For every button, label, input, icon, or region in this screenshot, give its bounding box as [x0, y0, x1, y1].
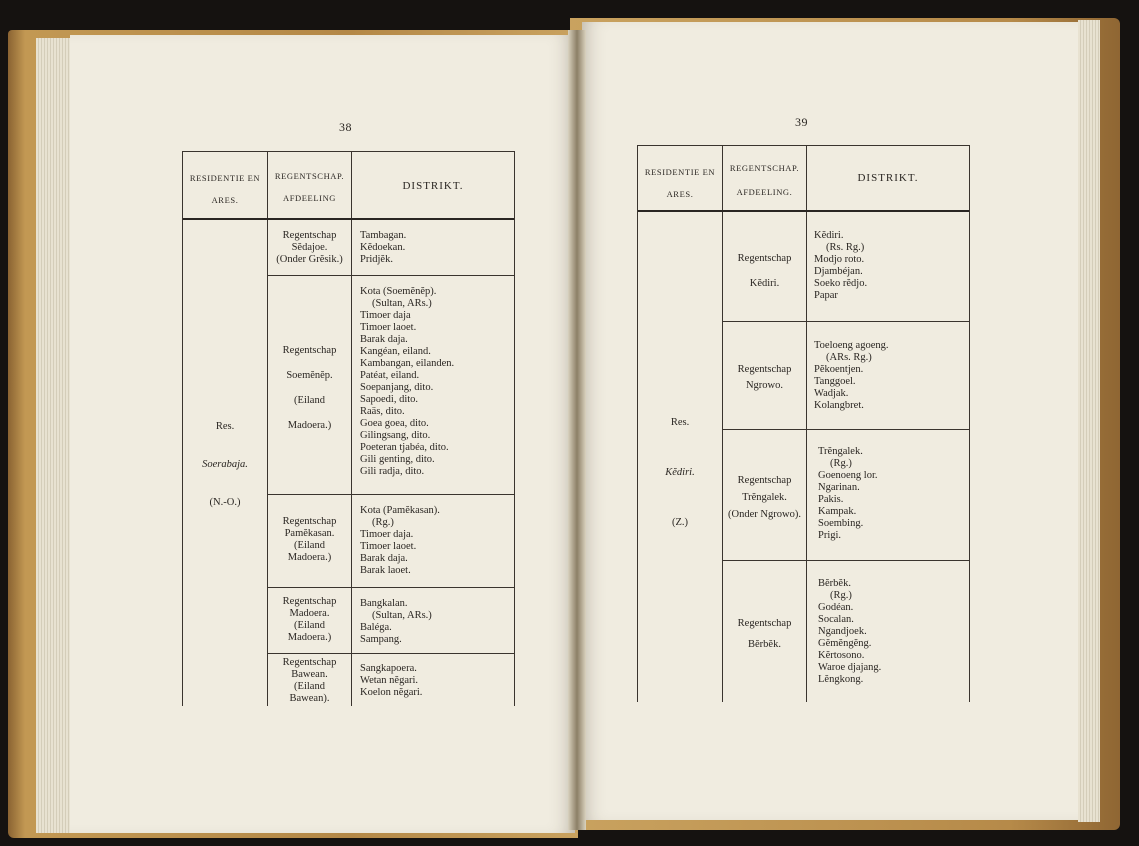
districts-sedajoe: Tambagan. Kĕdoekan. Pridjĕk.: [360, 230, 407, 265]
header-distrikt: DISTRIKT.: [857, 172, 919, 184]
regent-bawean: Regentschap Bawean. (Eiland Bawean).: [282, 657, 337, 704]
header-distrikt: DISTRIKT.: [402, 180, 464, 192]
regent-soemenep: Regentschap Soemĕnĕp. (Eiland Madoera.): [282, 345, 337, 431]
regent-madoera: Regentschap Madoera. (Eiland Madoera.): [282, 596, 337, 643]
header-residentie: RESIDENTIE EN ARES.: [189, 173, 261, 205]
residency-label: Res. Kĕdiri. (Z.): [665, 417, 695, 528]
residency-label: Res. Soerabaja. (N.-O.): [202, 421, 248, 508]
regent-ngrowo: Regentschap Ngrowo.: [737, 364, 792, 391]
right-table: [637, 145, 970, 702]
districts-ngrowo: Toeloeng agoeng. (ARs. Rg.) Pĕkoentjen. Tanggoel. Wadjak. Kolangbret.: [814, 340, 889, 411]
districts-berbek: Bĕrbĕk. (Rg.) Godéan. Socalan. Ngandjoek. Gĕmĕngĕng. Kĕrtosono. Waroe djajang. Lĕngkong.: [818, 578, 882, 685]
districts-pamekasan: Kota (Pamĕkasan). (Rg.) Timoer daja. Timoer laoet. Barak daja. Barak laoet.: [360, 505, 440, 576]
regent-berbek: Regentschap Bĕrbĕk.: [737, 618, 792, 650]
districts-madoera: Bangkalan. (Sultan, ARs.) Baléga. Sampang.: [360, 598, 432, 645]
regent-kediri: Regentschap Kĕdiri.: [737, 253, 792, 289]
header-residentie: RESIDENTIE EN ARES.: [644, 167, 716, 199]
districts-kediri: Kĕdiri. (Rs. Rg.) Modjo roto. Djambéjan. Soeko rĕdjo. Papar: [814, 230, 868, 301]
districts-trengalek: Trĕngalek. (Rg.) Goenoeng lor. Ngarinan. Pakis. Kampak. Soembing. Prigi.: [818, 446, 878, 541]
regent-sedajoe: Regentschap Sĕdajoe. (Onder Grĕsik.): [276, 230, 343, 265]
header-regentschap: REGENTSCHAP. AFDEELING: [274, 171, 345, 203]
regent-pamekasan: Regentschap Pamĕkasan. (Eiland Madoera.): [282, 516, 337, 563]
book-gutter: [568, 30, 586, 830]
page-number-right: 39: [795, 115, 808, 129]
header-regentschap: REGENTSCHAP. AFDEELING.: [729, 163, 800, 197]
left-table: [182, 151, 515, 706]
regent-trengalek: Regentschap Trĕngalek. (Onder Ngrowo).: [728, 475, 801, 520]
page-edges-right: [1078, 20, 1100, 822]
page-number-left: 38: [339, 120, 352, 134]
districts-soemenep: Kota (Soemĕnĕp). (Sultan, ARs.) Timoer daja Timoer laoet. Barak daja. Kangéan, eiland. Kambangan, eilanden. Patéat, eiland. Soepanjang, dito. Sapoedi, dito. Raäs, dito. Goea goea, dito. Gilingsang, dito. Poeteran tjabéa, dito. Gili genting, dito. Gili radja, dito.: [360, 286, 455, 477]
districts-bawean: Sangkapoera. Wetan nĕgari. Koelon nĕgari.: [360, 663, 423, 698]
